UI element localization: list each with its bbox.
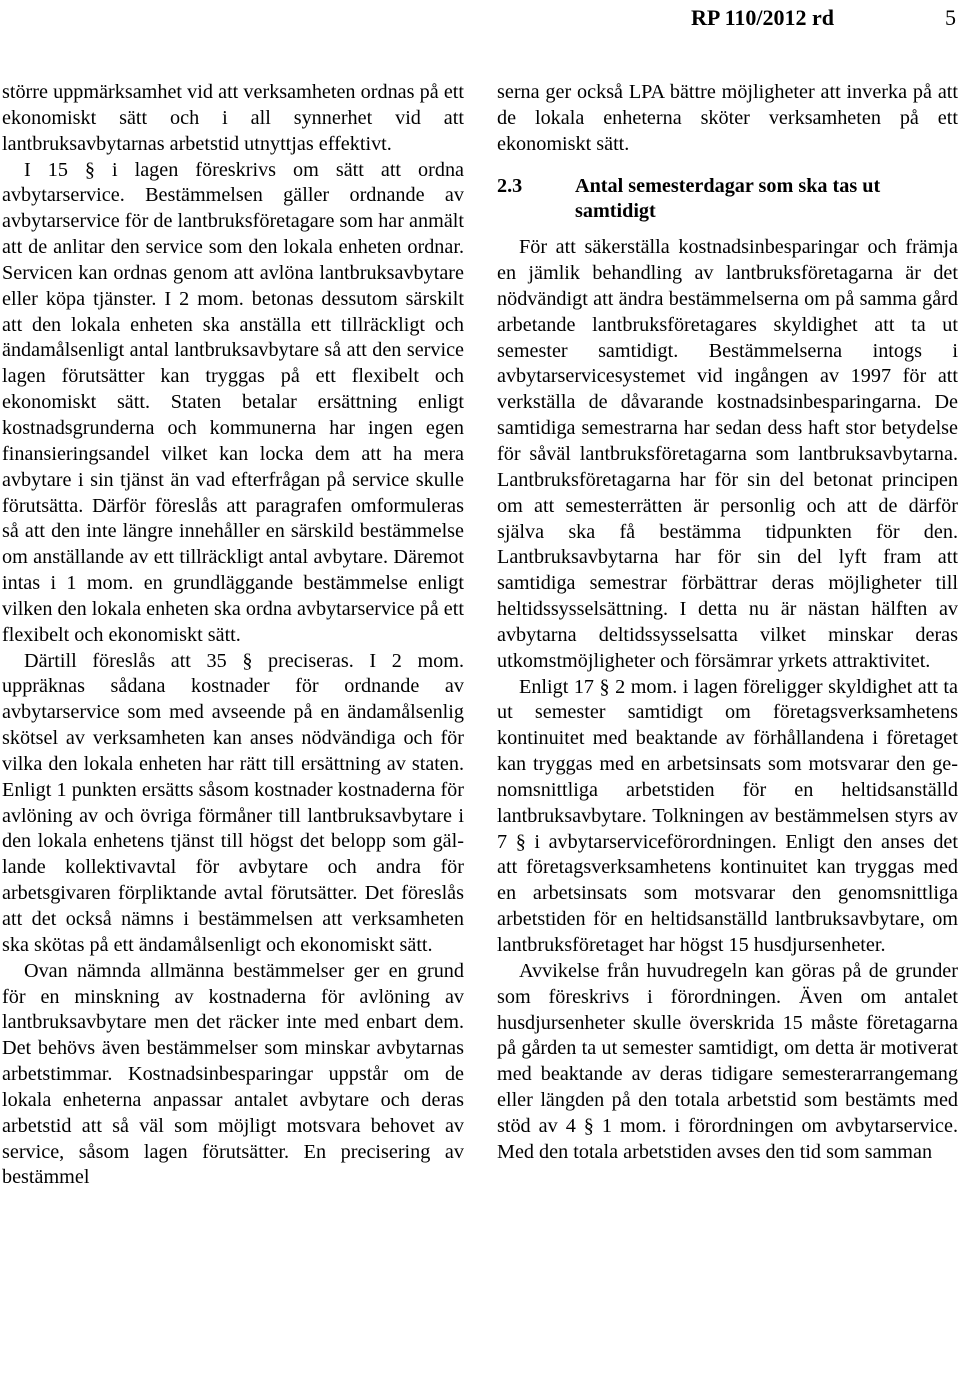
section-number: 2.3 (497, 174, 523, 197)
paragraph: Ovan nämnda allmänna bestämmelser ger en grund för en minskning av kostnaderna för avlöning av lantbruksavbytare men det räcker inte med enbart dem. Det behövs även bestämmelser som minskar avbytarnas arbetstimmar. Kostnadsinbesparingar uppstår om de lokala enheterna anpassar antalet avbytare och deras arbetstid att så väl som möjligt motsvara behovet av service, såsom lagen förutsätter. En precisering av bestämmel (2, 959, 464, 1189)
paragraph: För att säkerställa kostnadsinbesparingar och främja en jämlik behandling av lantbruksföretagarna är det nödvändigt att ändra bestämmelserna om på samma gård arbetande lantbruksföretagares skyldighet att ta ut semester samtidigt. Bestämmelserna intogs i avbytarservicesystemet vid ingången av 1997 för att verkställa de dåvarande kostnadsinbesparingarna. De samtidiga semestrarna har sedan dess haft stor betydelse för såväl lantbruksföretagarna som lantbruksavbytarna. Lantbruksföretagarna har för sin del betonat principen om att semesterrätten är personlig och att de därför själva ska få bestämma tidpunkten för den. Lantbruksavbytarna har för sin del lyft fram att samtidiga semestrar förbättrar deras möjligheter till heltidssysselsättning. I detta nu är nästan hälften av avbytarna deltidssysselsatta vilket minskar deras utkomstmöjligheter och försämrar yrkets attraktivitet. (497, 236, 958, 672)
paragraph: Enligt 17 § 2 mom. i lagen föreligger skyldighet att ta ut semester samtidigt om företagsverksamhetens kontinuitet med beaktande av förhållandena i företaget kan tryggas med en arbetsinsats som motsvarar den genomsnittliga arbetstiden för en heltidsanställd lantbruksavbytare. Tolkningen av bestämmelsen styrs av 7 § i avbytarserviceförordningen. Enligt den anses det att företagsverksamhetens kontinuitet kan tryggas med en arbetsinsats som motsvarar den genomsnittliga arbetstiden för en heltidsanställd lantbruksavbytare, om lantbruksföretaget har högst 15 husdjursenheter. (497, 675, 958, 956)
paragraph: I 15 § i lagen föreskrivs om sätt att ordna avbytarservice. Bestämmelsen gäller ordnande av avbytarservice för de lantbruksföretagare som har anmält att de anlitar den service som den lokala enheten ordnar. Servicen kan ordnas genom att avlöna lantbruksavbytare eller köpa tjänster. I 2 mom. betonas dessutom särskilt att den lokala enheten ska anställa ett tillräckligt och ändamålsenligt antal lantbruksavbytare så att den service lagen förutsätter kan tryggas på ett flexibelt och ekonomiskt sätt. Staten betalar ersättning enligt kostnadsgrunderna och kommunerna har ingen egen finansieringsandel vilket kan locka dem att ha mera avbytare i sin tjänst än vad efterfrågan på service skulle förutsätta. Därför föreslås att paragrafen omformuleras så att den inte längre innehåller en särskild bestämmelse om anställande av ett tillräckligt antal avbytare. Däremot intas i 1 mom. en grundläggande bestämmelse enligt vilken den lokala enheten ska ordna avbytarservice på ett flexibelt och ekonomiskt sätt. (2, 158, 464, 646)
paragraph: Därtill föreslås att 35 § preciseras. I 2 mom. uppräknas sådana kostnader för ordnande av avbytarservice som med avseende på en ändamålsenlig skötsel av verksamheten kan anses nödvändiga och för vilka den lokala enheten har rätt till ersättning av staten. Enligt 1 punkten ersätts såsom kostnader kostnaderna för avlöning av och övriga förmåner till lantbruksavbytare i den lokala enhetens tjänst till högst det belopp som gällande kollektivavtal för avbytare och andra för arbetsgivaren förpliktande avtal förutsätter. Det föreslås att det också nämns i bestämmelsen att verksamheten ska skötas på ett ändamålsenligt och ekonomiskt sätt. (2, 649, 464, 956)
document-id: RP 110/2012 rd (690, 5, 834, 30)
paragraph: Avvikelse från huvudregeln kan göras på de grunder som föreskrivs i förordningen. Även om antalet husdjursenheter skulle överskrida 15 måste företagarna på gården ta ut semester samtidigt, om detta är motiverat med beaktande av deras tidigare semesterarrangemang eller längden på den totala arbetstid som bestämts med stöd av 4 § 1 mom. i förordningen om avbytarservice. Med den totala arbetstiden avses den tid som samman (497, 959, 958, 1163)
section-heading (497, 174, 958, 226)
section-title: Antal semesterdagar som ska tas ut samtidigt (575, 174, 881, 223)
paragraph: serna ger också LPA bättre möjligheter att inverka på att de lokala enheterna sköter verksamheten på ett ekonomiskt sätt. (497, 81, 958, 155)
paragraph: större uppmärksamhet vid att verksamheten ordnas på ett ekonomiskt sätt och i all synnerhet vid att lantbruksavbytarnas arbetstid utnyttjas effektivt. (2, 81, 464, 155)
page-header (0, 4, 960, 32)
page-number: 5 (945, 5, 956, 30)
left-column (2, 80, 464, 1396)
right-column (497, 80, 958, 1396)
